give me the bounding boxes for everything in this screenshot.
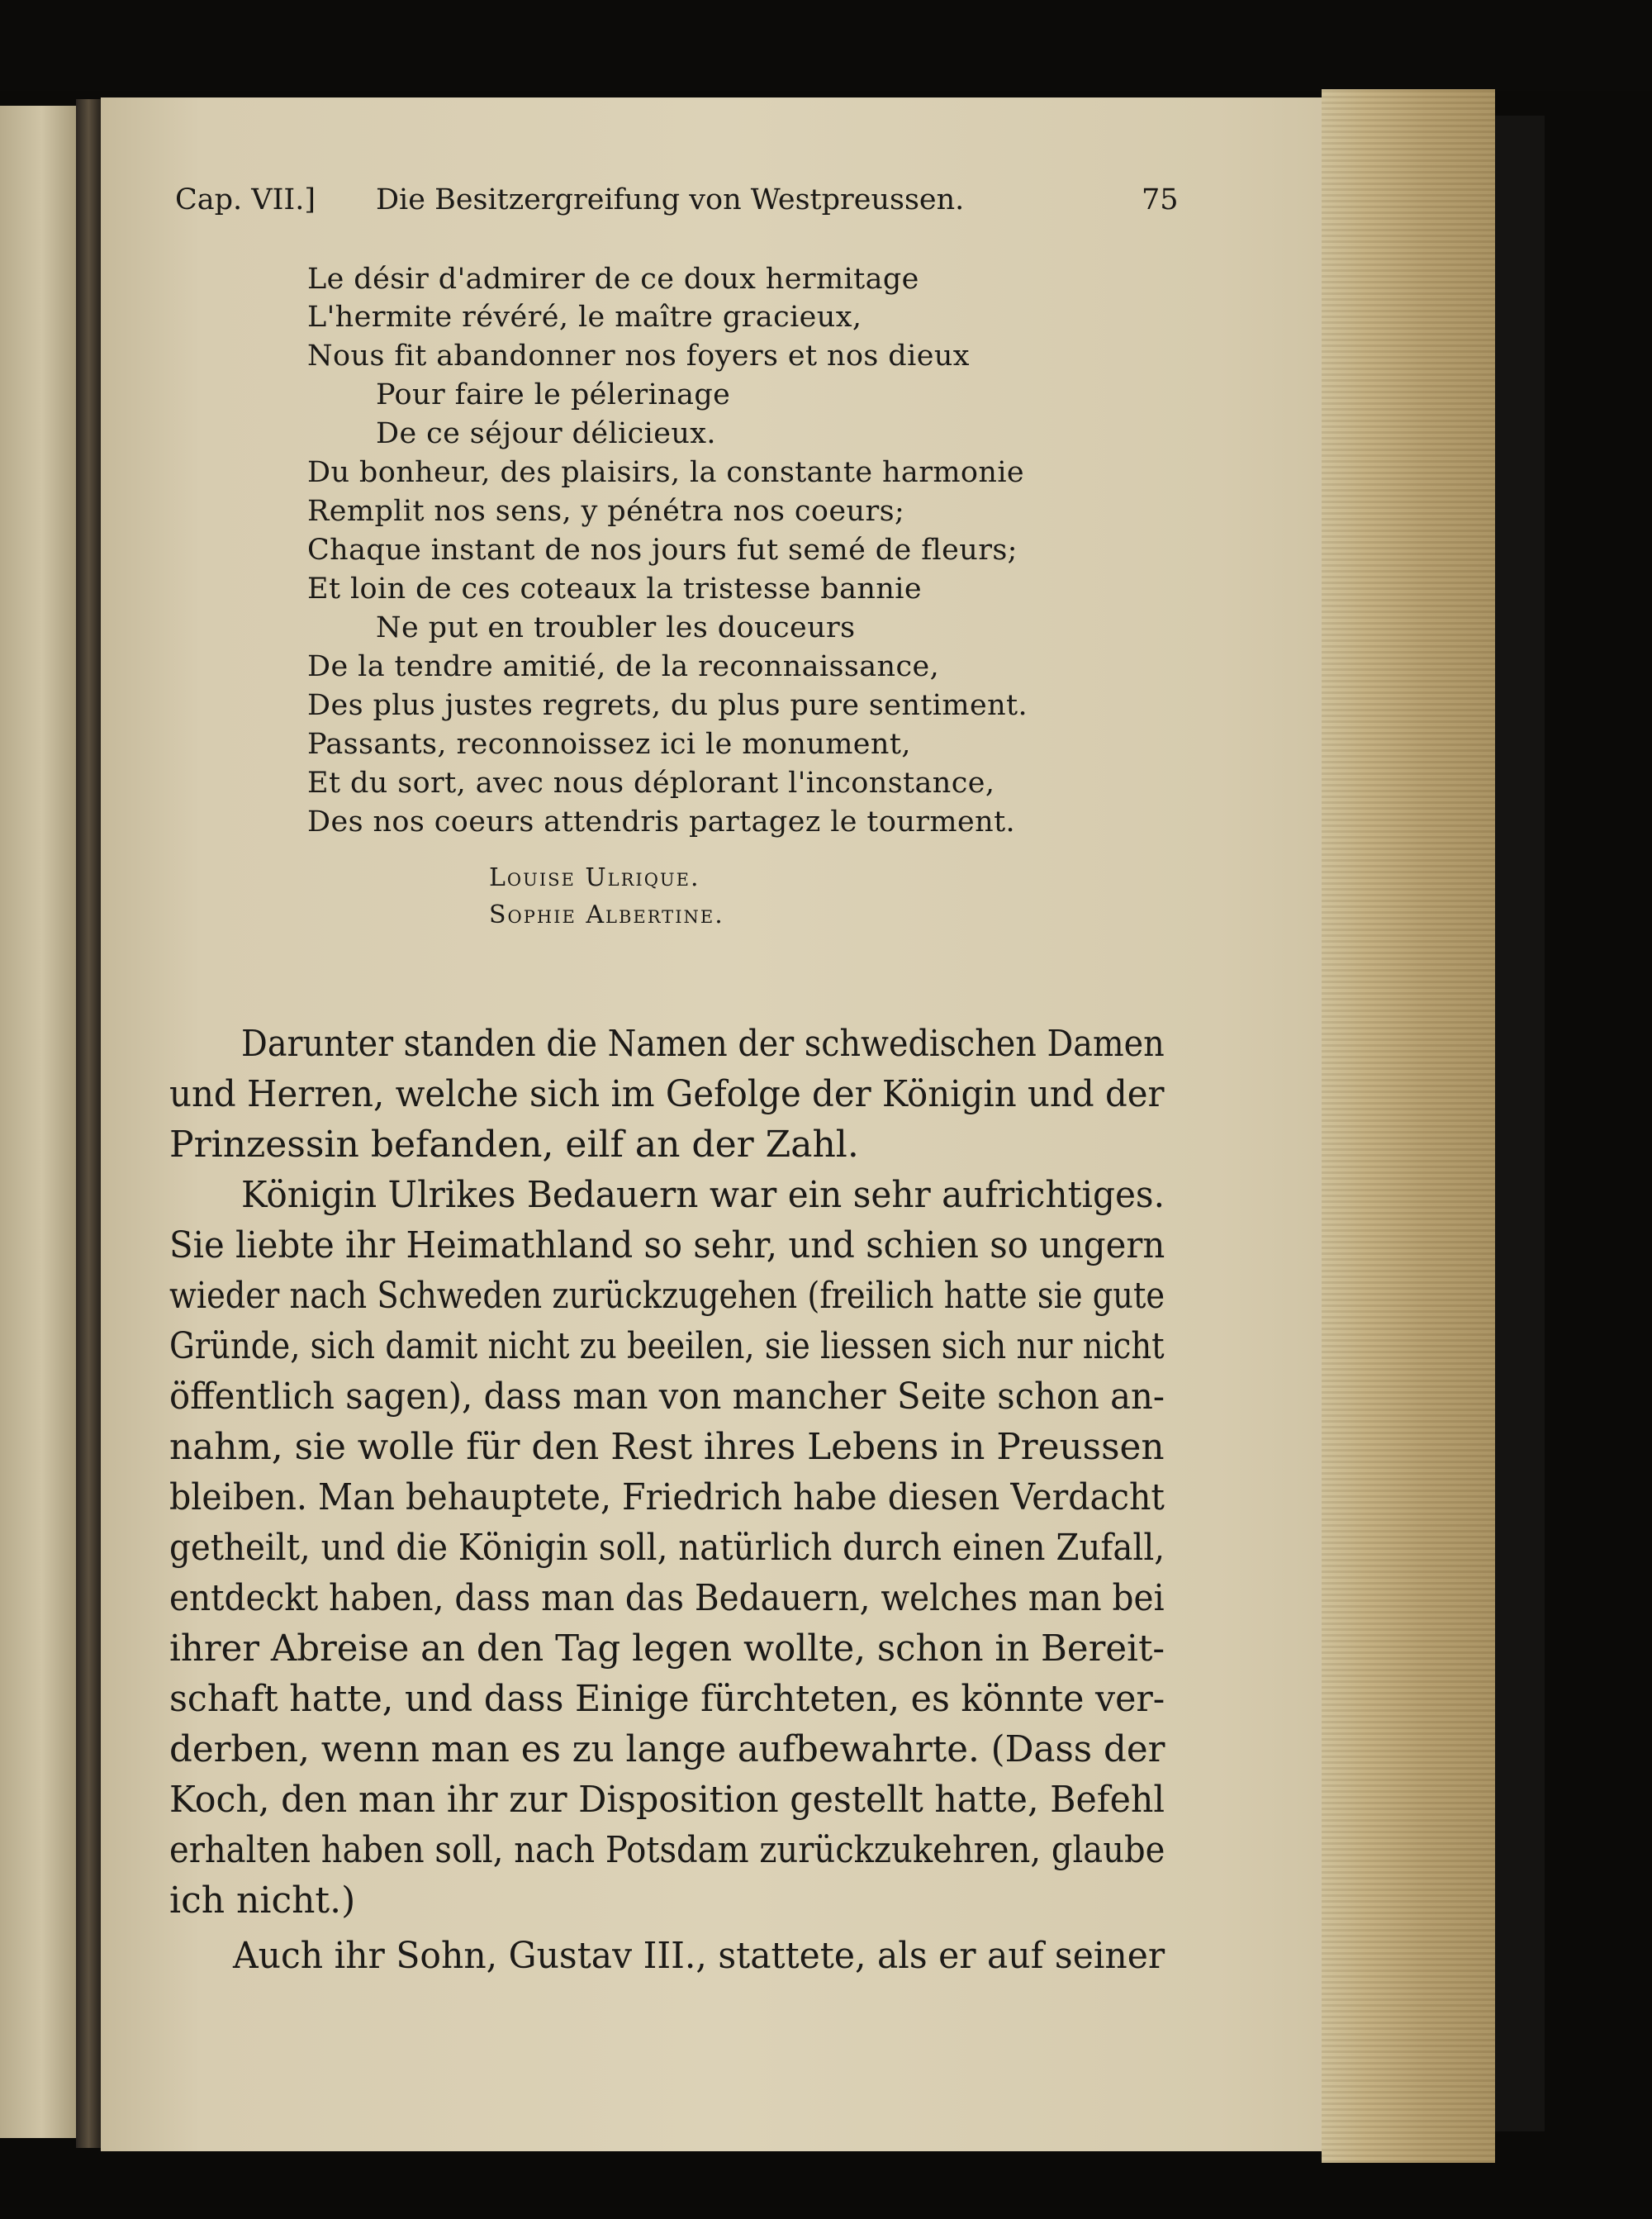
previous-page-edge — [0, 106, 76, 2138]
poem-line: Nous fit abandonner nos foyers et nos dieux — [307, 340, 970, 373]
prose-line: Auch ihr Sohn, Gustav III., stattete, als er auf seiner — [233, 1935, 1165, 1977]
poem-line: De ce séjour délicieux. — [376, 417, 716, 450]
running-header-chapter: Cap. VII.] — [175, 183, 316, 216]
running-header-title: Die Besitzergreifung von Westpreussen. — [376, 183, 965, 216]
page-stack-edge — [1322, 89, 1495, 2163]
poem-line: Des nos coeurs attendris partagez le tourment. — [307, 805, 1016, 839]
signature-louise-ulrique: Louise Ulrique. — [489, 863, 700, 892]
poem-line: Des plus justes regrets, du plus pure sentiment. — [307, 689, 1028, 722]
prose-line: Sie liebte ihr Heimathland so sehr, und schien so ungern — [169, 1224, 1165, 1266]
poem-line: Remplit nos sens, y pénétra nos coeurs; — [307, 495, 905, 528]
poem-line: L'hermite révéré, le maître gracieux, — [307, 301, 862, 334]
poem-line: Pour faire le pélerinage — [376, 378, 731, 411]
prose-line: wieder nach Schweden zurückzugehen (freilich hatte sie gute — [169, 1275, 1165, 1317]
prose-line: ihrer Abreise an den Tag legen wollte, schon in Bereit- — [169, 1627, 1165, 1670]
prose-line: entdeckt haben, dass man das Bedauern, welches man bei — [169, 1577, 1165, 1619]
book-cover-edge — [1495, 116, 1545, 2131]
poem-line: Et loin de ces coteaux la tristesse bannie — [307, 573, 922, 606]
scan-background — [0, 0, 1652, 91]
prose-line: Darunter standen die Namen der schwedischen Damen — [241, 1023, 1165, 1065]
poem-line: Du bonheur, des plaisirs, la constante harmonie — [307, 456, 1025, 489]
prose-line: Gründe, sich damit nicht zu beeilen, sie liessen sich nur nicht — [169, 1325, 1165, 1367]
prose-line: bleiben. Man behauptete, Friedrich habe diesen Verdacht — [169, 1476, 1165, 1518]
prose-line: derben, wenn man es zu lange aufbewahrte. (Dass der — [169, 1728, 1165, 1770]
prose-line: Königin Ulrikes Bedauern war ein sehr aufrichtiges. — [241, 1174, 1165, 1216]
poem-line: Chaque instant de nos jours fut semé de fleurs; — [307, 534, 1018, 567]
prose-line: Koch, den man ihr zur Disposition gestellt hatte, Befehl — [169, 1779, 1165, 1821]
page-number: 75 — [1142, 183, 1179, 216]
prose-line: öffentlich sagen), dass man von mancher Seite schon an- — [169, 1376, 1165, 1418]
poem-line: Et du sort, avec nous déplorant l'inconstance, — [307, 767, 995, 800]
prose-line: schaft hatte, und dass Einige fürchteten, es könnte ver- — [169, 1678, 1165, 1720]
poem-line: Le désir d'admirer de ce doux hermitage — [307, 263, 919, 296]
prose-line: getheilt, und die Königin soll, natürlich durch einen Zufall, — [169, 1527, 1165, 1569]
prose-line: erhalten haben soll, nach Potsdam zurückzukehren, glaube — [169, 1829, 1165, 1871]
prose-line: Prinzessin befanden, eilf an der Zahl. — [169, 1124, 859, 1166]
book-gutter — [76, 99, 104, 2148]
prose-line: ich nicht.) — [169, 1879, 356, 1922]
prose-line: nahm, sie wolle für den Rest ihres Lebens in Preussen — [169, 1426, 1165, 1468]
poem-line: De la tendre amitié, de la reconnaissance, — [307, 650, 940, 683]
prose-line: und Herren, welche sich im Gefolge der Königin und der — [169, 1073, 1165, 1115]
poem-line: Ne put en troubler les douceurs — [376, 611, 856, 644]
signature-sophie-albertine: Sophie Albertine. — [489, 900, 724, 929]
poem-line: Passants, reconnoissez ici le monument, — [307, 728, 911, 761]
